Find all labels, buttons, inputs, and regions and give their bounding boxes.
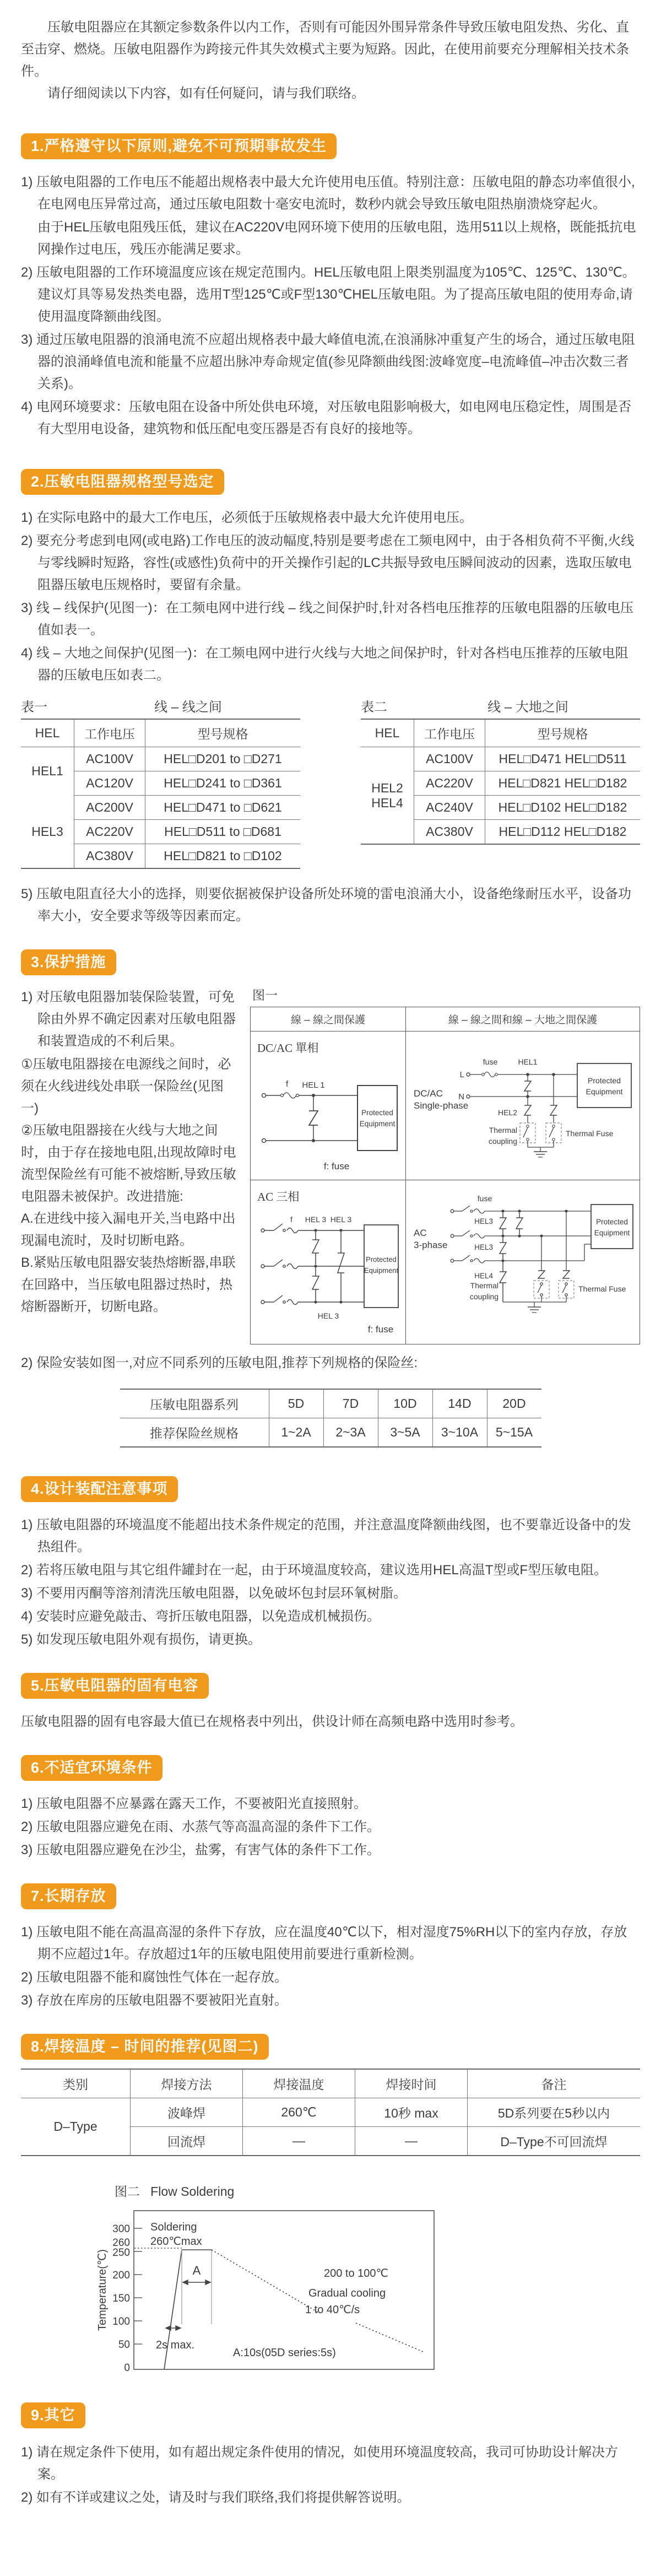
cell: D–Type不可回流焊 [500, 2135, 608, 2149]
cell: 压敏电阻器系列 [120, 1389, 269, 1418]
section-4-header: 4.设计装配注意事项 [21, 1476, 178, 1502]
s2-item-4: 4) 线 – 大地之间保护(见图一)：在工频电网中进行火线与大地之间保护时，针对各档电压推荐的压敏电阻器的压敏电压如表二。 [21, 646, 629, 683]
circuit-dcac-single-line-line [254, 1057, 402, 1174]
col-header: 焊接温度 [243, 2069, 355, 2098]
cell: AC220V [414, 771, 485, 796]
s3-sub-1: ①压敏电阻器接在电源线之间时，必须在火线进线处串联一保险丝(见图一) [21, 1057, 231, 1116]
circuit-ac-3phase-line-ground [409, 1184, 635, 1328]
group-cell [361, 747, 414, 845]
y-tick-300: 300 [112, 2223, 130, 2235]
s2-item-2: 2) 要充分考虑到电网(或电路)工作电压的波动幅度,特别是要考虑在工频电网中，由于各相负荷不平衡,火线与零线瞬时短路，容性(或感性)负荷中的开关操作引起的LC共振导致电压瞬间波动的因素，选取压敏电阻器压敏电压规格时，要留有余量。 [21, 533, 635, 592]
cell: HEL□D112 HEL□D182 [499, 824, 627, 839]
figure-2-name: Flow Soldering [150, 2184, 235, 2199]
cell: AC100V [74, 747, 145, 771]
col-header: HEL [361, 719, 414, 747]
y-tick-250: 250 [112, 2247, 130, 2259]
table-row [361, 747, 640, 771]
cell: 10D [378, 1389, 432, 1418]
cell: AC100V [414, 747, 485, 771]
group-name-line: HEL4 [371, 795, 403, 810]
cell: 10秒 max [355, 2098, 468, 2127]
cell: HEL□D821 to □D102 [164, 849, 282, 863]
table-row [21, 747, 300, 771]
cell: 5D系列要在5秒以内 [468, 2098, 641, 2127]
protected-label-1: Protected [366, 1255, 397, 1263]
y-tick-150: 150 [112, 2293, 130, 2304]
table-1-caption: 表一 [21, 700, 47, 715]
col-header: HEL [21, 719, 74, 747]
cooling-annotation-2: Gradual cooling [308, 2287, 386, 2299]
figure-cell-dcac-single-right [406, 1032, 640, 1180]
s6-item-2: 2) 压敏电阻器应避免在雨、水蒸气等高温高湿的条件下工作。 [21, 1819, 381, 1834]
table-2-block [361, 696, 640, 869]
s3-sub-a: A.在进线中接入漏电开关,当电路中出现漏电流时，及时切断电路。 [21, 1211, 236, 1248]
thermal-fuse-label: Thermal Fuse [578, 1284, 626, 1293]
s4-item-5: 5) 如发现压敏电阻外观有损伤，请更换。 [21, 1632, 262, 1647]
s2-item-3: 3) 线 – 线保护(见图一)：在工频电网中进行线 – 线之间保护时,针对各档电压推荐的压敏电阻器的压敏电压值如表一。 [21, 601, 634, 638]
group-name-line: HEL2 [371, 780, 403, 795]
section-8-header: 8.焊接温度 – 时间的推荐(见图二) [21, 2034, 269, 2060]
circuit-ac-3phase-line-line [254, 1206, 402, 1338]
cell: HEL□D511 to □D681 [145, 820, 301, 844]
protected-label-1: Protected [588, 1076, 621, 1085]
soldering-annotation-1: Soldering [150, 2221, 197, 2233]
figure-cell-ac3-right [406, 1180, 640, 1344]
bottom-whitespace [21, 2510, 640, 2576]
col-header: 焊接时间 [355, 2069, 468, 2098]
table-1 [21, 719, 300, 869]
cooling-annotation-1: 200 to 100℃ [324, 2267, 388, 2280]
hel3-label: HEL 3 [317, 1311, 339, 1320]
table-2 [361, 719, 640, 845]
cell: — [243, 2127, 355, 2156]
col-header: 工作电压 [414, 719, 485, 747]
col-header: 工作电压 [74, 719, 145, 747]
protected-label-2: Equipment [594, 1229, 630, 1237]
s1-item-3: 3) 通过压敏电阻器的浪涌电流不应超出规格表中最大峰值电流,在浪涌脉冲重复产生的场合，通过压敏电阻器的浪涌峰值电流和能量不应超出脉冲寿命规定值(参见降额曲线图:波峰宽度–电流峰值–冲击次数三者关系)。 [21, 332, 635, 391]
cell: 2~3A [323, 1418, 378, 1448]
section-7-header: 7.长期存放 [21, 1883, 116, 1909]
plateau-duration-note: A:10s(05D series:5s) [233, 2347, 336, 2359]
s9-item-2: 2) 如有不详或建议之处，请及时与我们联络,我们将提供解答说明。 [21, 2490, 410, 2505]
cell: HEL□D821 HEL□D182 [485, 771, 641, 796]
cell: 3~10A [432, 1418, 487, 1448]
cell: 1~2A [269, 1418, 323, 1448]
rise-time-note: 2s max. [155, 2339, 195, 2351]
cell: 5D [269, 1389, 323, 1418]
fuse-recommendation-table [120, 1389, 541, 1448]
cell: 回流焊 [131, 2127, 243, 2156]
col-header: 型号规格 [485, 719, 641, 747]
hel3-label: HEL3 [474, 1217, 493, 1225]
figure-2-label: 图二 [115, 2184, 140, 2199]
table-1-title: 线 – 线之间 [154, 700, 222, 715]
figure-2 [93, 2181, 445, 2380]
cell: 5~15A [495, 1425, 533, 1439]
section-3-header: 3.保护措施 [21, 949, 116, 975]
cell: — [355, 2127, 468, 2156]
a-bracket-label: A [192, 2264, 201, 2277]
y-tick-200: 200 [112, 2270, 130, 2281]
y-tick-260: 260 [112, 2237, 130, 2249]
hel3-label: HEL3 [474, 1243, 493, 1251]
y-tick-0: 0 [124, 2362, 130, 2374]
cell: 3~5A [378, 1418, 432, 1448]
protected-label-2: Equipment [359, 1120, 395, 1128]
hel3-label: HEL 3 [305, 1215, 327, 1224]
cell: 7D [323, 1389, 378, 1418]
section-6-header: 6.不适宜环境条件 [21, 1755, 162, 1781]
cell: HEL□D201 to □D271 [145, 747, 301, 771]
fuse-note: f: fuse [323, 1161, 350, 1171]
s4-item-1: 1) 压敏电阻器的环境温度不能超出技术条件规定的范围，并注意温度降额曲线图，也不要靠近设备中的发热组件。 [21, 1517, 632, 1554]
cell: 14D [432, 1389, 487, 1418]
s2-item-5: 5) 压敏电阻直径大小的选择，则要依据被保护设备所处环境的雷电浪涌大小，设备绝缘耐压水平，设备功率大小，安全要求等级等因素而定。 [21, 887, 632, 924]
intro-paragraph-2: 请仔细阅读以下内容，如有任何疑问，请与我们联络。 [47, 86, 365, 101]
thermal-coupling-label-2: coupling [469, 1292, 499, 1301]
thermal-coupling-label-1: Thermal [489, 1126, 517, 1135]
figure-col2-header: 線 – 線之間和線 – 大地之間保護 [448, 1014, 598, 1026]
s1-item-1-cont: 由于HEL压敏电阻残压低，建议在AC220V电网环境下使用的压敏电阻，选用511以上规格，既能抵抗电网操作过电压，残压亦能满足要求。 [37, 220, 636, 257]
s4-item-4: 4) 安装时应避免敲击、弯折压敏电阻器，以免造成机械损伤。 [21, 1609, 381, 1624]
soldering-table [21, 2069, 640, 2156]
fuse-f-label: f [290, 1215, 292, 1224]
hel1-label: HEL1 [518, 1057, 538, 1066]
protected-label-2: Equipment [364, 1266, 399, 1275]
figure-2-title [115, 2181, 445, 2200]
y-tick-100: 100 [112, 2316, 130, 2327]
s6-item-3: 3) 压敏电阻器应避免在沙尘，盐雾，有害气体的条件下工作。 [21, 1843, 381, 1857]
protected-label-1: Protected [361, 1109, 393, 1117]
spec-tables [21, 696, 640, 869]
col-header: 焊接方法 [131, 2069, 243, 2098]
n-terminal-label: N [458, 1092, 464, 1101]
s9-item-1: 1) 请在规定条件下使用，如有超出规定条件使用的情况，如使用环境温度较高，我司可协助设计解决方案。 [21, 2445, 619, 2482]
figure-cell-dcac-single-left [251, 1032, 406, 1180]
s3-sub-b: B.紧贴压敏电阻器安装热熔断器,串联在回路中，当压敏电阻器过热时，热熔断器断开，切断电路。 [21, 1255, 236, 1314]
cell: 推荐保险丝规格 [120, 1418, 269, 1448]
cell: 20D [487, 1389, 541, 1418]
col-header: 类别 [21, 2069, 131, 2098]
table-2-title: 线 – 大地之间 [487, 700, 568, 715]
table-row [21, 796, 300, 820]
s1-item-1: 1) 压敏电阻器的工作电压不能超出规格表中最大允许使用电压值。特别注意：压敏电阻的静态功率值很小,在电网电压异常过高，通过压敏电阻数十毫安电流时，数秒内就会导致压敏电阻热崩溃烧穿起火。 [21, 175, 635, 212]
thermal-coupling-label-2: coupling [488, 1137, 517, 1146]
cell: 波峰焊 [131, 2098, 243, 2127]
s5-text: 压敏电阻器的固有电容最大值已在规格表中列出，供设计师在高频电路中选用时参考。 [21, 1714, 523, 1729]
cell: HEL□D471 to □D621 [145, 796, 301, 820]
figure-1-table [250, 1007, 640, 1344]
fuse-f-label: f [286, 1079, 289, 1089]
y-axis-label: Temperature(℃) [96, 2249, 109, 2331]
col-header: 备注 [468, 2069, 641, 2098]
soldering-annotation-2: 260℃max [150, 2235, 202, 2248]
protected-label-2: Equipment [586, 1087, 623, 1096]
table-1-block [21, 696, 300, 869]
table-2-caption: 表二 [361, 700, 387, 715]
fuse-note: f: fuse [367, 1324, 394, 1335]
table-row [21, 2098, 640, 2127]
figure-col1-header: 線 – 線之間保護 [251, 1007, 406, 1031]
s3-text-column [21, 985, 240, 1344]
table-row [120, 1389, 541, 1418]
cell: AC200V [74, 796, 145, 820]
figure-1-label: 图一 [252, 988, 278, 1002]
s7-item-2: 2) 压敏电阻器不能和腐蚀性气体在一起存放。 [21, 1970, 288, 1985]
dcac-single-title: DC/AC 單相 [257, 1041, 319, 1055]
s1-item-4: 4) 电网环境要求：压敏电阻在设备中所处供电环境，对压敏电阻影响极大，如电网电压稳定性，周围是否有大型用电设备，建筑物和低压配电变压器是否有良好的接地等。 [21, 399, 632, 436]
thermal-fuse-label: Thermal Fuse [566, 1129, 614, 1138]
ac3-label-1: AC [414, 1228, 427, 1238]
ac3-label-2: 3-phase [414, 1240, 448, 1250]
s3-item-2: 2) 保险安装如图一,对应不同系列的压敏电阻,推荐下列规格的保险丝: [21, 1355, 418, 1370]
cell: HEL□D471 HEL□D511 [485, 747, 641, 771]
fuse-label: fuse [483, 1057, 498, 1066]
ac3-title: AC 三相 [257, 1190, 300, 1203]
y-tick-50: 50 [118, 2339, 130, 2351]
group-cell: HEL1 [21, 747, 74, 796]
group-cell: HEL3 [21, 796, 74, 869]
dcac-label-2: Single-phase [414, 1100, 469, 1111]
section-2-header: 2.压敏电阻器规格型号选定 [21, 469, 224, 495]
s3-item-1: 1) 对压敏电阻器加装保险装置，可免除由外界不确定因素对压敏电阻器和装置造成的不利后果。 [21, 990, 236, 1049]
s7-item-3: 3) 存放在库房的压敏电阻器不要被阳光直射。 [21, 1993, 288, 2008]
cell: HEL□D102 HEL□D182 [485, 796, 641, 820]
section-3-body [21, 985, 640, 1344]
s4-item-2: 2) 若将压敏电阻与其它组件罐封在一起，由于环境温度较高，建议选用HEL高温T型或F型压敏电阻。 [21, 1563, 608, 1578]
s7-item-1: 1) 压敏电阻不能在高温高湿的条件下存放，应在温度40℃以下，相对湿度75%RH以下的室内存放，存放期不应超过1年。存放超过1年的压敏电阻使用前要进行重新检测。 [21, 1925, 627, 1962]
hel1-label: HEL 1 [302, 1081, 325, 1090]
hel4-label: HEL4 [474, 1272, 493, 1280]
circuit-dcac-single-line-ground [409, 1035, 635, 1166]
cell: AC380V [414, 820, 485, 845]
s6-item-1: 1) 压敏电阻器不应暴露在露天工作，不要被阳光直接照射。 [21, 1796, 367, 1811]
cell: AC120V [74, 771, 145, 796]
section-5-header: 5.压敏电阻器的固有电容 [21, 1673, 209, 1699]
s3-sub-2: ②压敏电阻器接在火线与大地之间时，由于存在接地电阻,出现故障时电流型保险丝有可能不被熔断,导致压敏电阻器未被保护。改进措施: [21, 1123, 236, 1204]
s2-item-1: 1) 在实际电路中的最大工作电压，必须低于压敏规格表中最大允许使用电压。 [21, 510, 473, 525]
hel3-label: HEL 3 [330, 1215, 352, 1224]
cell: 260℃ [243, 2098, 355, 2127]
section-1-header: 1.严格遵守以下原则,避免不可预期事故发生 [21, 133, 337, 159]
section-9-header: 9.其它 [21, 2402, 85, 2428]
figure-1 [250, 985, 640, 1344]
dcac-label-1: DC/AC [414, 1088, 443, 1099]
cell: AC240V [414, 796, 485, 820]
cell: HEL□D241 to □D361 [145, 771, 301, 796]
intro-paragraph-1: 压敏电阻器应在其额定参数条件以内工作，否则有可能因外围异常条件导致压敏电阻发热、劣化、直至击穿、燃烧。压敏电阻器作为跨接元件其失效模式主要为短路。因此，在使用前要充分理解相关技术条件。 [21, 20, 629, 79]
flow-soldering-chart [93, 2204, 445, 2378]
l-terminal-label: L [459, 1070, 464, 1079]
table-row [120, 1418, 541, 1448]
col-header: 型号规格 [145, 719, 301, 747]
cooling-annotation-3: 1 to 40℃/s [305, 2304, 360, 2316]
cell: AC380V [74, 844, 145, 869]
hel2-label: HEL2 [497, 1108, 517, 1117]
thermal-coupling-label-1: Thermal [470, 1281, 499, 1290]
cell: AC220V [74, 820, 145, 844]
fuse-label: fuse [477, 1194, 492, 1203]
group-cell: D–Type [21, 2098, 131, 2156]
figure-cell-ac3-left [251, 1180, 406, 1344]
s4-item-3: 3) 不要用丙酮等溶剂清洗压敏电阻器，以免破坏包封层环氧树脂。 [21, 1586, 407, 1601]
s1-item-2: 2) 压敏电阻器的工作环境温度应该在规定范围内。HEL压敏电阻上限类别温度为105℃、125℃、130℃。建议灯具等易发热类电器，选用T型125℃或F型130℃HEL压敏电阻。为了提高压敏电阻的使用寿命,请使用温度降额曲线图。 [21, 265, 636, 324]
protected-label-1: Protected [596, 1218, 628, 1226]
